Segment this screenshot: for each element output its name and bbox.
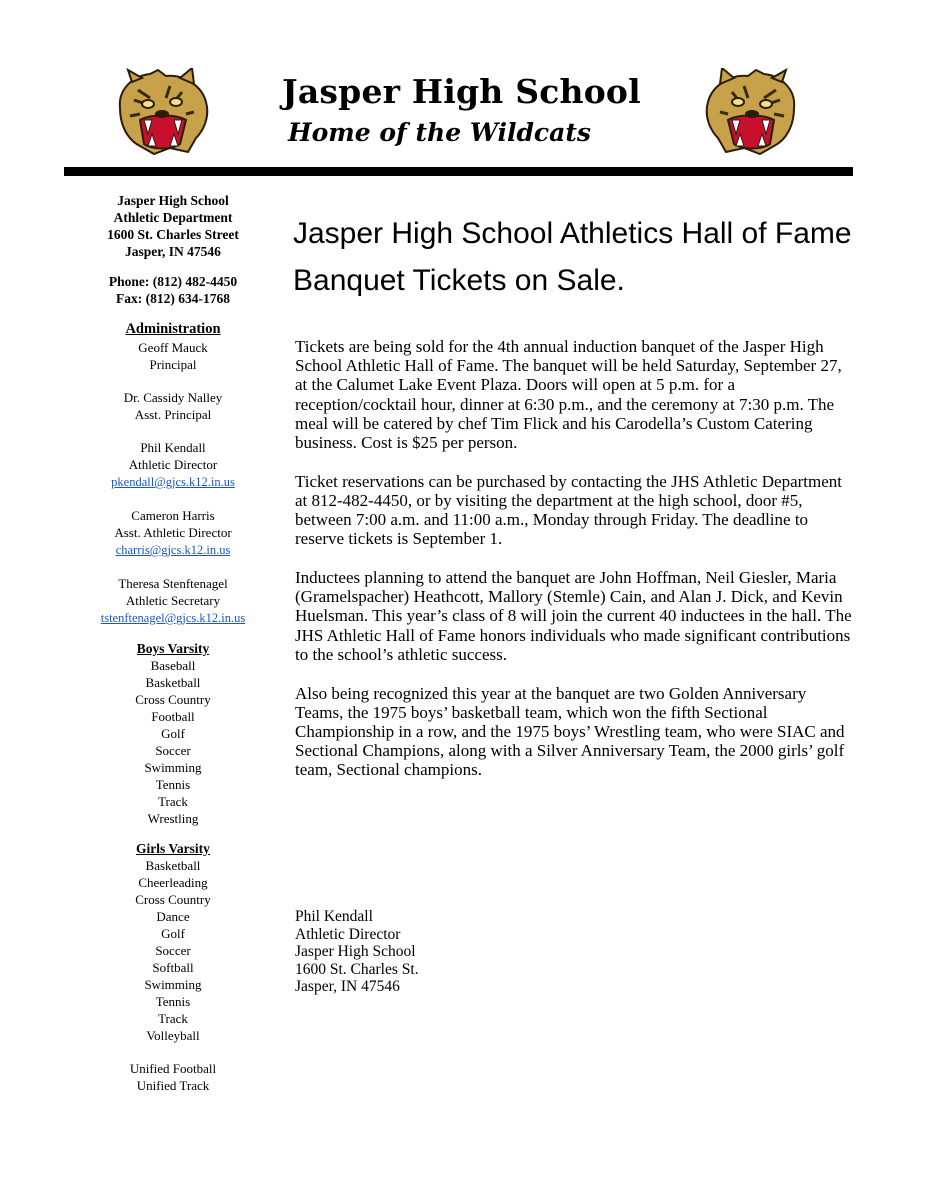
signature-line: 1600 St. Charles St. (295, 960, 419, 978)
sport-item: Swimming (144, 760, 202, 775)
sport-item: Unified Track (136, 1078, 210, 1093)
staff-email-link[interactable]: pkendall@gjcs.k12.in.us (111, 475, 235, 489)
staff-role: Asst. Principal (134, 407, 212, 422)
wildcat-head-icon (110, 68, 214, 156)
signature-block (295, 908, 419, 996)
staff-role: Athletic Director (128, 457, 218, 472)
staff-name: Phil Kendall (140, 440, 206, 455)
sport-item: Volleyball (146, 1028, 200, 1043)
article-paragraph: Ticket reservations can be purchased by contacting the JHS Athletic Department at 812-482-4450, or by visiting the department at the high school, door #5, between 7:00 a.m. and 11:00 a.m., Monday through Friday. The deadline to reserve tickets is September 1. (295, 471, 842, 549)
wildcat-logo-right (700, 68, 804, 156)
sport-item: Wrestling (147, 811, 199, 826)
sport-item: Track (158, 1011, 188, 1026)
sport-item: Track (158, 794, 188, 809)
staff-role: Principal (149, 357, 197, 372)
signature-line: Jasper, IN 47546 (295, 978, 400, 996)
school-motto: Home of the Wildcats (288, 118, 591, 147)
signature-line: Athletic Director (295, 925, 401, 943)
staff-entry (70, 439, 276, 491)
sport-item: Golf (161, 726, 185, 741)
sport-item: Soccer (155, 943, 191, 958)
staff-entry (70, 389, 276, 423)
girls-sports-list (70, 857, 276, 1044)
wildcat-head-icon (700, 68, 804, 156)
staff-entry (70, 339, 276, 373)
sport-item: Cheerleading (138, 875, 208, 890)
sport-item: Unified Football (129, 1061, 217, 1076)
staff-name: Dr. Cassidy Nalley (123, 390, 223, 405)
wildcat-logo-left (110, 68, 214, 156)
sport-item: Cross Country (135, 692, 211, 707)
boys-sports-list (70, 657, 276, 827)
address-line: Jasper High School (117, 193, 229, 208)
staff-entry (70, 575, 276, 627)
address-line: Jasper, IN 47546 (125, 244, 221, 259)
article-title: Jasper High School Athletics Hall of Fame Banquet Tickets on Sale. (293, 217, 852, 297)
staff-entry (70, 507, 276, 559)
article-paragraph: Also being recognized this year at the banquet are two Golden Anniversary Teams, the 1975 boys’ basketball team, which won the fifth Sectional Championship in a row, and the 1975 boys’ Wrestling team, who were SIAC and Sectional Champions, along with a Silver Anniversary Team, the 2000 girls’ golf team, Sectional champions. (295, 683, 845, 780)
sport-item: Swimming (144, 977, 202, 992)
staff-role: Athletic Secretary (125, 593, 221, 608)
staff-name: Geoff Mauck (138, 340, 208, 355)
fax-number: Fax: (812) 634-1768 (116, 291, 230, 306)
staff-role: Asst. Athletic Director (114, 525, 232, 540)
article-paragraph: Tickets are being sold for the 4th annual induction banquet of the Jasper High School Athletic Hall of Fame. The banquet will be held Saturday, September 27, at the Calumet Lake Event Plaza. Doors will open at 5 p.m. for a reception/cocktail hour, dinner at 6:30 p.m., and the ceremony at 7:30 p.m. The meal will be catered by chef Tim Flick and his Carodella’s Custom Catering business. Cost is $25 per person. (295, 337, 842, 453)
sport-item: Softball (152, 960, 194, 975)
staff-name: Theresa Stenftenagel (118, 576, 228, 591)
sport-item: Basketball (145, 858, 201, 873)
article-paragraph: Inductees planning to attend the banquet are John Hoffman, Neil Giesler, Maria (Gramelspacher) Heathcott, Mallory (Stemle) Cain, and Alan J. Dick, and Kevin Huelsman. This year’s class of 8 will join the current 40 inductees in the hall. The JHS Athletic Hall of Fame honors individuals who made significant contributions to the school’s athletic success. (295, 568, 852, 664)
staff-email-link[interactable]: tstenftenagel@gjcs.k12.in.us (100, 611, 246, 625)
header-divider (64, 167, 853, 176)
school-name: Jasper High School (282, 72, 641, 111)
administration-heading: Administration (125, 321, 221, 337)
sidebar (70, 192, 276, 1094)
girls-varsity-heading: Girls Varsity (136, 841, 210, 856)
phone-number: Phone: (812) 482-4450 (108, 274, 238, 289)
unified-sports-list (70, 1060, 276, 1094)
staff-name: Cameron Harris (131, 508, 215, 523)
sport-item: Tennis (155, 777, 191, 792)
sport-item: Football (151, 709, 195, 724)
sport-item: Baseball (150, 658, 196, 673)
address-line: 1600 St. Charles Street (107, 227, 239, 242)
signature-line: Phil Kendall (295, 908, 373, 925)
sport-item: Golf (161, 926, 185, 941)
sport-item: Cross Country (135, 892, 211, 907)
signature-line: Jasper High School (295, 943, 416, 961)
boys-varsity-heading: Boys Varsity (136, 641, 210, 656)
sport-item: Soccer (155, 743, 191, 758)
sport-item: Dance (156, 909, 190, 924)
staff-email-link[interactable]: charris@gjcs.k12.in.us (115, 543, 231, 557)
article-body (295, 337, 857, 799)
address-line: Athletic Department (113, 210, 233, 225)
sport-item: Basketball (145, 675, 201, 690)
sport-item: Tennis (155, 994, 191, 1009)
